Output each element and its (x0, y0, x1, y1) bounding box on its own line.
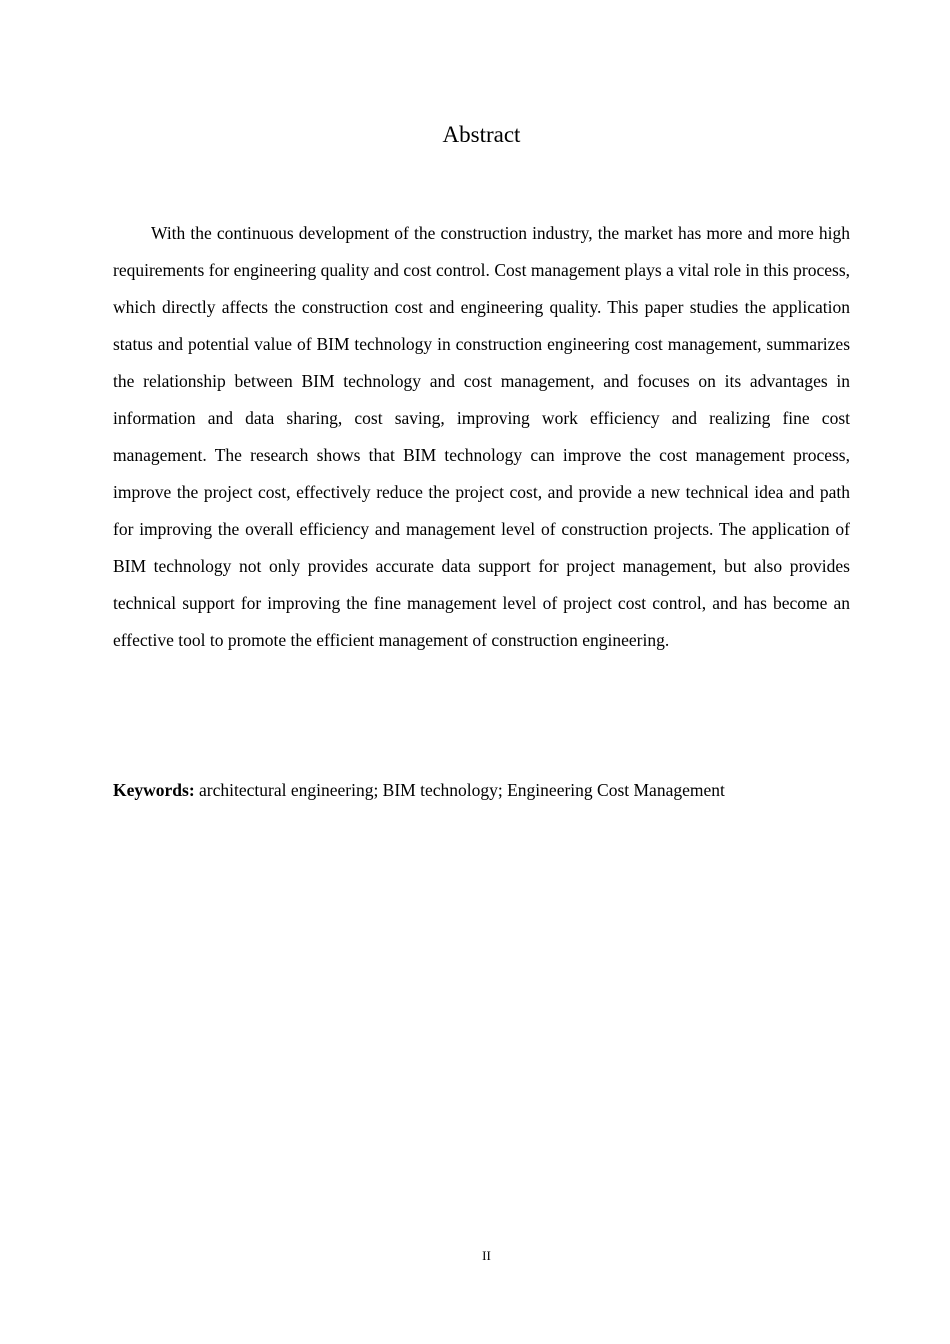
abstract-body: With the continuous development of the construction industry, the market has more and more high requirements for engineering quality and cost control. Cost management plays a vital role in this process, which directly affects the construction cost and engineering quality. This paper studies the application status and potential value of BIM technology in construction engineering cost management, summarizes the relationship between BIM technology and cost management, and focuses on its advantages in information and data sharing, cost saving, improving work efficiency and realizing fine cost management. The research shows that BIM technology can improve the cost management process, improve the project cost, effectively reduce the project cost, and provide a new technical idea and path for improving the overall efficiency and management level of construction projects. The application of BIM technology not only provides accurate data support for project management, but also provides technical support for improving the fine management level of project cost control, and has become an effective tool to promote the efficient management of construction engineering. (113, 223, 850, 650)
page-title: Abstract (442, 122, 521, 147)
keywords-label: Keywords: (113, 780, 195, 800)
keywords-text: architectural engineering; BIM technology; Engineering Cost Management (194, 780, 725, 800)
page-number: II (482, 1248, 491, 1263)
keywords-line (113, 772, 853, 809)
